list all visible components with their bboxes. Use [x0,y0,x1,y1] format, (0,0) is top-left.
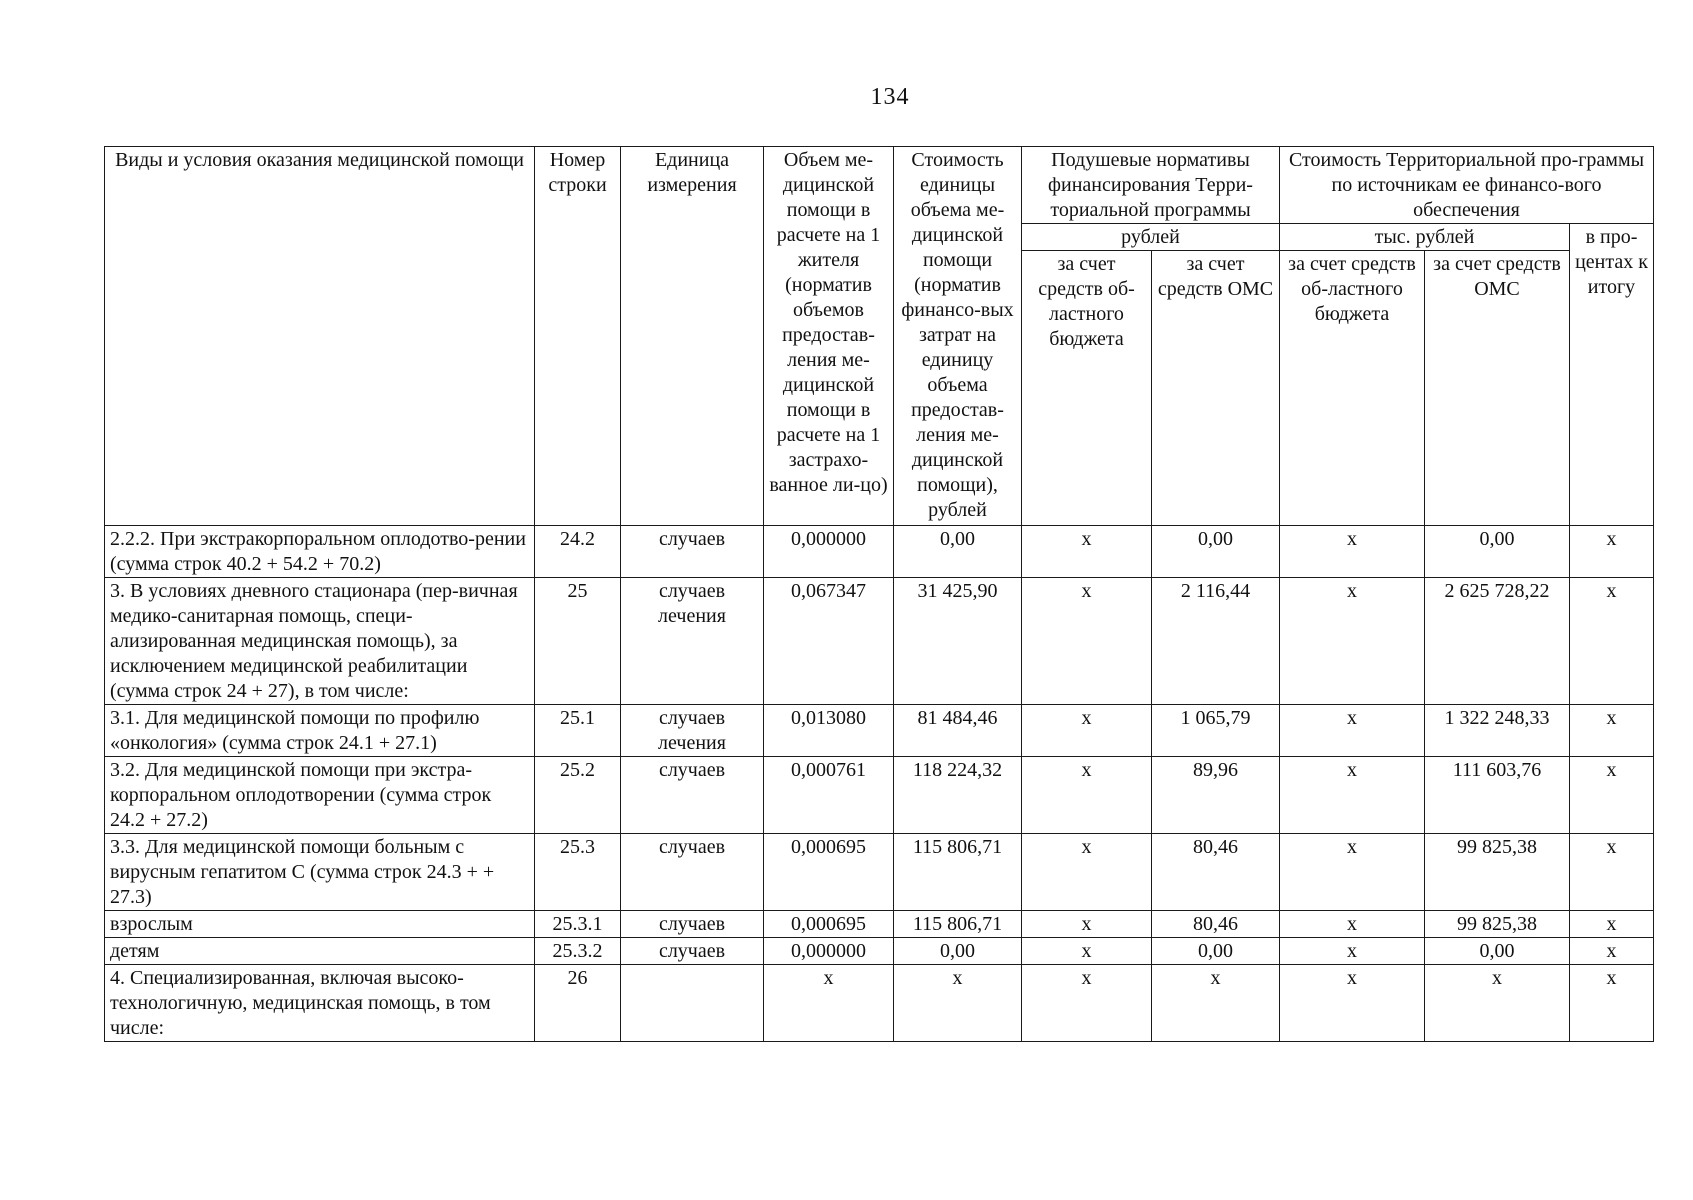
cell-unit: случаев [621,834,764,911]
cell-per-capita-budget: х [1022,965,1152,1042]
header-volume: Объем ме-дицинской помощи в расчете на 1 жителя (норматив объемов предостав-ления ме-дицинской помощи в расчете на 1 застрахо-ванное ли-цо) [764,147,894,526]
table-row [105,705,1654,757]
cell-unit-cost: 115 806,71 [894,911,1022,938]
cell-program-oms: 99 825,38 [1425,911,1570,938]
cell-per-capita-oms: 89,96 [1152,757,1280,834]
cell-program-budget: х [1280,938,1425,965]
cell-per-capita-budget: х [1022,757,1152,834]
header-program-budget: за счет средств об-ластного бюджета [1280,251,1425,526]
cell-name: 3.3. Для медицинской помощи больным с вирусным гепатитом С (сумма строк 24.3 + + 27.3) [105,834,535,911]
cell-volume: 0,013080 [764,705,894,757]
cell-unit-cost: 118 224,32 [894,757,1022,834]
header-program-oms: за счет средств ОМС [1425,251,1570,526]
cell-unit: случаев лечения [621,705,764,757]
cell-row-number: 25.3.2 [535,938,621,965]
cell-program-oms: 0,00 [1425,526,1570,578]
cell-volume: 0,067347 [764,578,894,705]
cell-row-number: 24.2 [535,526,621,578]
cell-row-number: 25 [535,578,621,705]
cell-program-budget: х [1280,757,1425,834]
cell-program-budget: х [1280,911,1425,938]
cell-unit-cost: х [894,965,1022,1042]
cell-unit-cost: 0,00 [894,938,1022,965]
cell-percent: х [1570,757,1654,834]
cell-per-capita-budget: х [1022,834,1152,911]
cell-program-oms: 0,00 [1425,938,1570,965]
cell-percent: х [1570,526,1654,578]
cell-row-number: 26 [535,965,621,1042]
cell-program-budget: х [1280,705,1425,757]
cell-volume: 0,000000 [764,938,894,965]
table-row [105,911,1654,938]
cell-unit [621,965,764,1042]
cell-unit: случаев лечения [621,578,764,705]
cell-per-capita-budget: х [1022,578,1152,705]
header-program-cost-unit: тыс. рублей [1280,224,1570,251]
cell-per-capita-budget: х [1022,911,1152,938]
cell-program-budget: х [1280,578,1425,705]
table-row [105,757,1654,834]
cell-unit-cost: 31 425,90 [894,578,1022,705]
cell-row-number: 25.3.1 [535,911,621,938]
cell-program-oms: 99 825,38 [1425,834,1570,911]
cell-name: детям [105,938,535,965]
header-per-capita-budget: за счет средств об-ластного бюджета [1022,251,1152,526]
cell-name: 4. Специализированная, включая высоко-технологичную, медицинская помощь, в том числе: [105,965,535,1042]
cell-name: 3.1. Для медицинской помощи по профилю «онкология» (сумма строк 24.1 + 27.1) [105,705,535,757]
cell-per-capita-budget: х [1022,705,1152,757]
header-row-1 [105,147,1654,224]
cell-row-number: 25.1 [535,705,621,757]
cell-program-budget: х [1280,526,1425,578]
table-row [105,938,1654,965]
cell-percent: х [1570,705,1654,757]
header-kind: Виды и условия оказания медицинской помощи [105,147,535,526]
cell-program-oms: х [1425,965,1570,1042]
header-program-cost-group: Стоимость Территориальной про-граммы по источникам ее финансо-вого обеспечения [1280,147,1654,224]
cell-per-capita-oms: 80,46 [1152,834,1280,911]
table-row [105,834,1654,911]
cell-program-budget: х [1280,965,1425,1042]
cell-per-capita-oms: 1 065,79 [1152,705,1280,757]
header-per-capita-group: Подушевые нормативы финансирования Терри-ториальной программы [1022,147,1280,224]
cell-percent: х [1570,578,1654,705]
header-unit-cost: Стоимость единицы объема ме-дицинской помощи (норматив финансо-вых затрат на единицу объема предостав-ления ме-дицинской помощи), рублей [894,147,1022,526]
cell-unit: случаев [621,757,764,834]
cell-unit: случаев [621,938,764,965]
cell-program-budget: х [1280,834,1425,911]
header-unit: Единица измерения [621,147,764,526]
table-row [105,526,1654,578]
cell-name: 2.2.2. При экстракорпоральном оплодотво-рении (сумма строк 40.2 + 54.2 + 70.2) [105,526,535,578]
cell-percent: х [1570,911,1654,938]
cell-program-oms: 111 603,76 [1425,757,1570,834]
cell-per-capita-oms: х [1152,965,1280,1042]
financing-table [104,146,1654,1042]
cell-unit-cost: 0,00 [894,526,1022,578]
cell-program-oms: 1 322 248,33 [1425,705,1570,757]
table-row [105,965,1654,1042]
header-per-capita-unit: рублей [1022,224,1280,251]
cell-percent: х [1570,938,1654,965]
cell-unit: случаев [621,526,764,578]
cell-percent: х [1570,834,1654,911]
cell-per-capita-oms: 80,46 [1152,911,1280,938]
cell-program-oms: 2 625 728,22 [1425,578,1570,705]
header-per-capita-oms: за счет средств ОМС [1152,251,1280,526]
cell-name: 3. В условиях дневного стационара (пер-вичная медико-санитарная помощь, специ-ализированная медицинская помощь), за исключением медицинской реабилитации (сумма строк 24 + 27), в том числе: [105,578,535,705]
table-row [105,578,1654,705]
cell-unit: случаев [621,911,764,938]
cell-per-capita-budget: х [1022,938,1152,965]
page-number: 134 [870,84,910,110]
cell-volume: х [764,965,894,1042]
cell-volume: 0,000695 [764,834,894,911]
cell-per-capita-oms: 0,00 [1152,526,1280,578]
cell-unit-cost: 81 484,46 [894,705,1022,757]
cell-percent: х [1570,965,1654,1042]
cell-volume: 0,000695 [764,911,894,938]
cell-volume: 0,000000 [764,526,894,578]
cell-per-capita-oms: 0,00 [1152,938,1280,965]
cell-volume: 0,000761 [764,757,894,834]
header-percent: в про-центах к итогу [1570,224,1654,526]
cell-per-capita-budget: х [1022,526,1152,578]
header-row-number: Номер строки [535,147,621,526]
cell-name: взрослым [105,911,535,938]
cell-row-number: 25.2 [535,757,621,834]
cell-per-capita-oms: 2 116,44 [1152,578,1280,705]
cell-unit-cost: 115 806,71 [894,834,1022,911]
cell-row-number: 25.3 [535,834,621,911]
cell-name: 3.2. Для медицинской помощи при экстра-корпоральном оплодотворении (сумма строк 24.2 + 27.2) [105,757,535,834]
